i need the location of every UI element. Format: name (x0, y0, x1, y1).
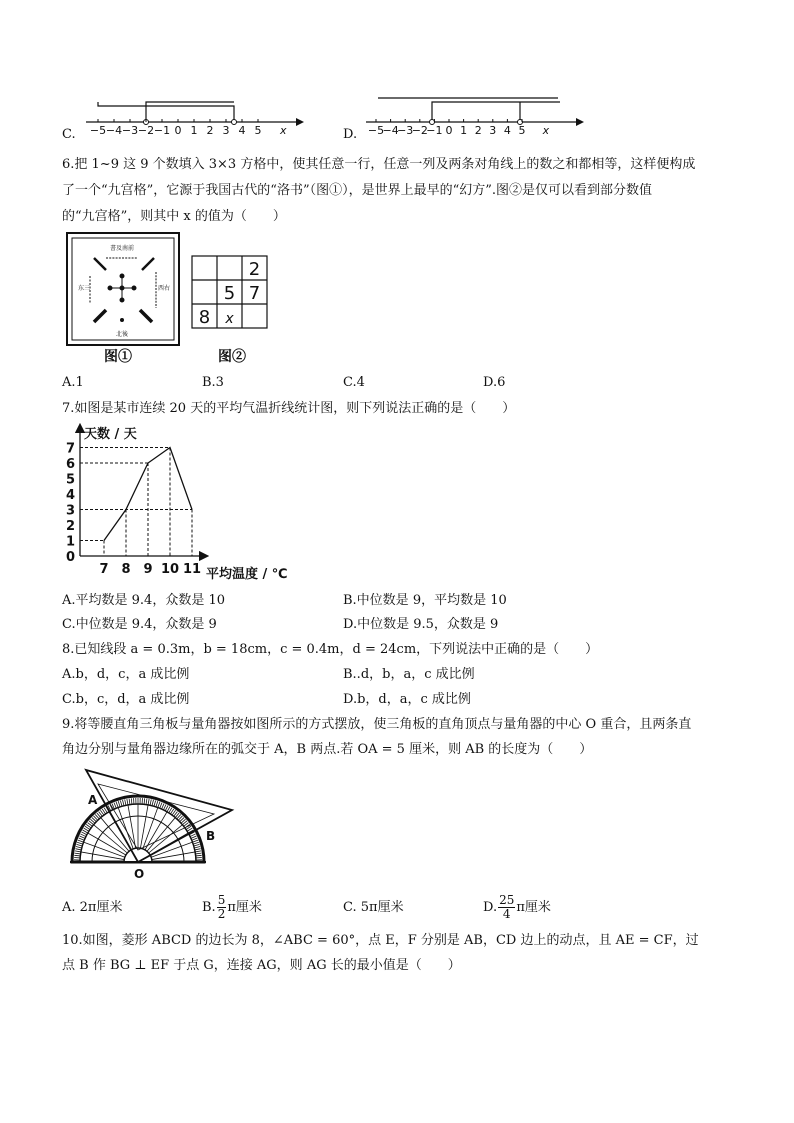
q10-stem-line-2: 点 B 作 BG ⊥ EF 于点 G，连接 AG，则 AG 长的最小值是（ ） (62, 958, 461, 973)
figure-1-caption: 图① (104, 349, 132, 365)
chart-x-tick-label: 9 (143, 562, 153, 577)
grid-cell-value: 7 (248, 283, 261, 304)
q7-option-c[interactable]: C.中位数是 9.4，众数是 9 (62, 617, 217, 632)
q8-option-d[interactable]: D.b，d，a，c 成比例 (343, 692, 471, 707)
grid-cell-value: x (225, 311, 234, 327)
number-line-tick-label: 0 (445, 124, 453, 137)
number-line-tick-label: −3 (121, 124, 139, 137)
number-line-tick-label: 4 (503, 124, 511, 137)
q9-stem-line-1: 9.将等腰直角三角板与量角器按如图所示的方式摆放，使三角板的直角顶点与量角器的中心 O 重合，且两条直 (62, 717, 692, 732)
grid-cell-value: 8 (198, 307, 211, 328)
q9-option-d-prefix: D. (483, 900, 498, 915)
q10-stem-line-1: 10.如图，菱形 ABCD 的边长为 8，∠ABC = 60°，点 E，F 分别是 AB，CD 边上的动点，且 AE = CF，过 (62, 933, 699, 948)
chart-y-tick-label: 4 (66, 488, 76, 503)
number-line-tick-label: 4 (238, 124, 246, 137)
number-line-tick-label: −2 (137, 124, 155, 137)
q8-stem: 8.已知线段 a = 0.3m，b = 18cm，c = 0.4m，d = 24cm，下列说法中正确的是（ ） (62, 642, 599, 657)
chart-x-tick-label: 7 (99, 562, 109, 577)
q9-option-b-fraction (217, 894, 227, 921)
q5-option-c-label: C. (62, 127, 76, 142)
number-line-tick-label: −1 (426, 124, 443, 137)
q8-option-a[interactable]: A.b，d，c，a 成比例 (62, 667, 190, 682)
q9-option-d-denominator: 4 (502, 907, 511, 921)
chart-x-tick-label: 11 (182, 562, 202, 577)
luoshu-left-label: 东三 (78, 285, 91, 292)
number-line-tick-label: 2 (206, 124, 214, 137)
q8-option-c[interactable]: C.b，c，d，a 成比例 (62, 692, 190, 707)
grid-cell-value: 2 (248, 259, 261, 280)
q7-stem: 7.如图是某市连续 20 天的平均气温折线统计图，则下列说法正确的是（ ） (62, 401, 516, 416)
chart-x-tick-label: 8 (121, 562, 131, 577)
q6-option-b[interactable]: B.3 (202, 375, 224, 390)
chart-y-tick-label: 5 (66, 472, 76, 488)
number-line-tick-label: 3 (489, 124, 497, 137)
number-line-variable: x (542, 124, 550, 137)
q6-option-c[interactable]: C.4 (343, 375, 365, 390)
number-line-variable: x (280, 124, 287, 137)
q9-option-d-suffix: π厘米 (516, 900, 551, 915)
q7-option-a[interactable]: A.平均数是 9.4，众数是 10 (62, 593, 226, 608)
chart-y-label: 天数 / 天 (84, 427, 137, 442)
q5-number-line-d (364, 94, 592, 138)
luoshu-right-label: 西右 (158, 285, 171, 292)
nine-grid-figure (190, 254, 270, 330)
chart-y-tick-label: 6 (66, 457, 76, 472)
q9-option-c[interactable]: C. 5π厘米 (343, 900, 404, 915)
chart-x-label: 平均温度 / ℃ (206, 567, 288, 582)
number-line-tick-label: 0 (174, 124, 182, 137)
number-line-tick-label: −4 (382, 124, 399, 137)
number-line-tick-label: −3 (397, 124, 414, 137)
q9-option-d-fraction (498, 894, 515, 921)
temperature-line-chart (64, 422, 314, 586)
number-line-tick-label: −2 (411, 124, 428, 137)
q9-option-b[interactable] (202, 888, 262, 928)
chart-y-tick-label: 2 (66, 519, 76, 534)
chart-y-tick-label: 3 (66, 503, 76, 519)
q9-option-b-suffix: π厘米 (227, 900, 262, 915)
q7-option-b[interactable]: B.中位数是 9，平均数是 10 (343, 593, 507, 608)
number-line-tick-label: 5 (518, 124, 526, 137)
q7-option-d[interactable]: D.中位数是 9.5，众数是 9 (343, 617, 499, 632)
chart-y-tick-label: 0 (66, 550, 76, 565)
q5-number-line-c (84, 98, 312, 138)
number-line-tick-label: 1 (190, 124, 198, 137)
chart-y-tick-label: 7 (66, 441, 76, 457)
q9-option-d-numerator: 25 (499, 893, 515, 907)
q5-option-d-label: D. (343, 127, 358, 142)
number-line-tick-label: −4 (105, 124, 123, 137)
q9-option-b-denominator: 2 (217, 907, 226, 921)
q6-option-d[interactable]: D.6 (483, 375, 506, 390)
chart-y-tick-label: 1 (66, 534, 76, 550)
q9-option-b-numerator: 5 (217, 893, 226, 907)
number-line-tick-label: −1 (153, 124, 171, 137)
number-line-tick-label: −5 (367, 124, 385, 137)
q8-option-b[interactable]: B..d，b，a，c 成比例 (343, 667, 475, 682)
luoshu-top-label: 書及南前 (109, 245, 135, 252)
number-line-tick-label: 5 (254, 124, 262, 137)
point-b-label: B (206, 829, 216, 843)
chart-x-tick-label: 10 (160, 562, 180, 577)
number-line-tick-label: 3 (222, 124, 230, 137)
grid-cell-value: 5 (223, 283, 236, 304)
q6-stem-line-1: 6.把 1~9 这 9 个数填入 3×3 方格中，使其任意一行，任意一列及两条对角线上的数之和都相等，这样便构成 (62, 157, 696, 172)
q6-option-a[interactable]: A.1 (62, 375, 84, 390)
q9-stem-line-2: 角边分别与量角器边缘所在的弧交于 A，B 两点.若 OA = 5 厘米，则 AB 的长度为（ ） (62, 742, 593, 757)
q6-stem-line-3: 的“九宫格”，则其中 x 的值为（ ） (62, 209, 286, 224)
luoshu-figure (66, 232, 180, 346)
point-o-label: O (134, 867, 145, 881)
q9-option-d[interactable] (483, 888, 551, 928)
luoshu-bottom-label: 北後 (115, 331, 129, 338)
figure-2-caption: 图② (218, 349, 246, 365)
number-line-tick-label: −5 (89, 124, 107, 137)
q9-option-b-prefix: B. (202, 900, 216, 915)
protractor-figure (64, 764, 240, 882)
point-a-label: A (88, 793, 98, 807)
number-line-tick-label: 1 (460, 124, 468, 137)
number-line-tick-label: 2 (474, 124, 482, 137)
q6-stem-line-2: 了一个“九宫格”，它源于我国古代的“洛书”（图①），是世界上最早的“幻方”.图②是仅可以看到部分数值 (62, 183, 653, 198)
q9-option-a[interactable]: A. 2π厘米 (62, 900, 123, 915)
